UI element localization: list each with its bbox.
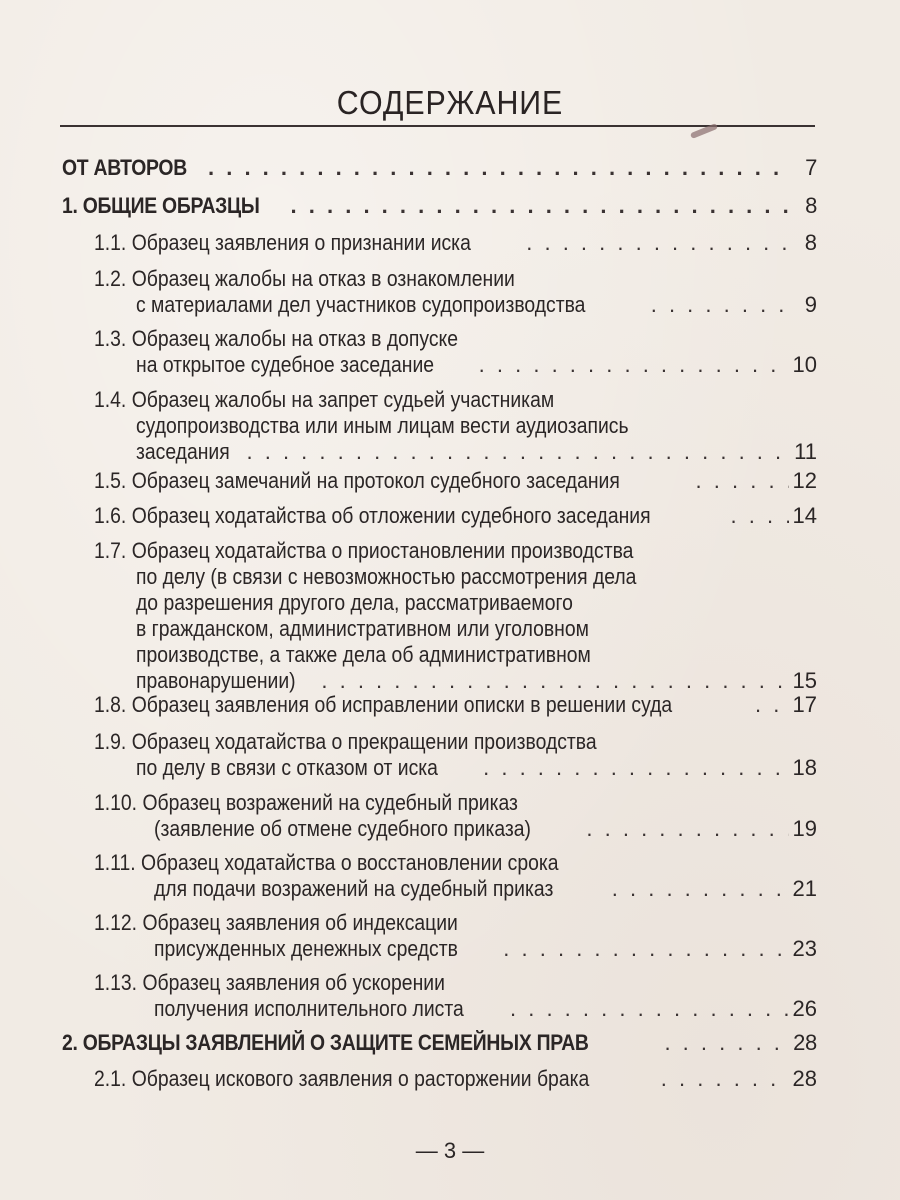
toc-entry-title-line: правонарушении) <box>136 668 296 693</box>
toc-entry-number: 1.12. <box>94 910 138 935</box>
toc-entry-1-3[interactable] <box>94 326 817 378</box>
toc-entry-number: 1.13. <box>94 970 138 995</box>
toc-entry-number: 1.9. <box>94 729 127 754</box>
toc-page-number: 10 <box>792 352 817 377</box>
toc-page-number: 12 <box>792 468 817 493</box>
toc-page-number: 11 <box>794 439 817 464</box>
title-divider <box>60 125 815 127</box>
toc-page-number: 26 <box>792 996 817 1021</box>
leader-dots <box>291 193 789 219</box>
leader-dots <box>321 668 788 694</box>
toc-entry-number: 1.2. <box>94 266 127 291</box>
toc-page-number: 8 <box>805 193 817 218</box>
toc-entry-title-line: по делу в связи с отказом от иска <box>136 755 438 780</box>
toc-entry-title-line: Образец жалобы на отказ в допуске <box>131 326 458 351</box>
toc-entry-title: Образец искового заявления о расторжении брака <box>131 1066 590 1091</box>
toc-entry-title: Образец заявления о признании иска <box>131 230 471 255</box>
leader-dots <box>651 292 789 318</box>
page-title: СОДЕРЖАНИЕ <box>336 84 564 121</box>
toc-page-number: 23 <box>792 936 817 961</box>
toc-entry-1-13[interactable] <box>94 970 817 1022</box>
toc-page-number: 18 <box>792 755 817 780</box>
toc-entry-title-line: получения исполнительного листа <box>154 996 464 1021</box>
toc-page-number: 28 <box>792 1066 817 1091</box>
toc-entry-title-line: до разрешения другого дела, рассматриваемого <box>136 590 573 615</box>
toc-entry-number: 1.7. <box>94 538 127 563</box>
toc-entry-from-authors[interactable] <box>62 155 817 181</box>
toc-entry-number: 1.6. <box>94 503 127 528</box>
leader-dots <box>731 503 789 529</box>
leader-dots <box>755 692 788 718</box>
toc-page-number: 21 <box>792 876 817 901</box>
toc-entry-section-1[interactable] <box>62 193 817 219</box>
toc-page-number: 28 <box>793 1030 817 1055</box>
leader-dots <box>612 876 789 902</box>
toc-page-number: 7 <box>805 155 817 180</box>
toc-entry-title-line: Образец ходатайства о восстановлении срока <box>141 850 559 875</box>
leader-dots <box>696 468 789 494</box>
toc-entry-title: Образец заявления об исправлении описки в решении суда <box>131 692 673 717</box>
toc-entry-title-line: с материалами дел участников судопроизводства <box>136 292 586 317</box>
toc-entry-title-line: Образец жалобы на отказ в ознакомлении <box>131 266 515 291</box>
toc-entry-1-8[interactable] <box>94 692 817 718</box>
toc-entry-1-6[interactable] <box>94 503 817 529</box>
toc-entry-title-line: по делу (в связи с невозможностью рассмотрения дела <box>136 564 637 589</box>
toc-entry-title-line: (заявление об отмене судебного приказа) <box>154 816 531 841</box>
toc-entry-title-line: Образец заявления об индексации <box>142 910 458 935</box>
page-number-footer: — 3 — <box>415 1138 485 1163</box>
toc-page-number: 8 <box>804 230 817 255</box>
toc-entry-title-line: Образец ходатайства о приостановлении производства <box>131 538 634 563</box>
toc-entry-title: 2. ОБРАЗЦЫ ЗАЯВЛЕНИЙ О ЗАЩИТЕ СЕМЕЙНЫХ ПРАВ <box>62 1030 589 1055</box>
toc-entry-number: 1.5. <box>94 468 127 493</box>
toc-entry-1-9[interactable] <box>94 729 817 781</box>
toc-page-number: 9 <box>804 292 817 317</box>
toc-entry-title-line: на открытое судебное заседание <box>136 352 435 377</box>
leader-dots <box>247 439 790 465</box>
toc-entry-number: 1.8. <box>94 692 127 717</box>
toc-page-number: 14 <box>792 503 817 528</box>
toc-page-number: 15 <box>792 668 817 693</box>
leader-dots <box>503 936 788 962</box>
toc-entry-title-line: присужденных денежных средств <box>154 936 458 961</box>
leader-dots <box>526 230 789 256</box>
toc-entry-title: ОТ АВТОРОВ <box>62 155 187 180</box>
toc-entry-1-2[interactable] <box>94 266 817 318</box>
toc-entry-number: 1.4. <box>94 387 127 412</box>
toc-entry-number: 1.1. <box>94 230 127 255</box>
toc-entry-title-line: Образец жалобы на запрет судьей участникам <box>131 387 555 412</box>
leader-dots <box>483 755 788 781</box>
toc-entry-title-line: заседания <box>136 439 230 464</box>
leader-dots <box>586 816 788 842</box>
toc-entry-title-line: производстве, а также дела об административном <box>136 642 591 667</box>
toc-entry-1-11[interactable] <box>94 850 817 902</box>
toc-entry-title-line: в гражданском, административном или уголовном <box>136 616 589 641</box>
toc-entry-title-line: судопроизводства или иным лицам вести аудиозапись <box>136 413 629 438</box>
toc-entry-1-12[interactable] <box>94 910 817 962</box>
toc-entry-title: Образец замечаний на протокол судебного заседания <box>131 468 620 493</box>
toc-entry-number: 1.11. <box>94 850 136 875</box>
toc-entry-number: 1.10. <box>94 790 138 815</box>
toc-entry-1-1[interactable] <box>94 230 817 256</box>
toc-entry-title-line: Образец ходатайства о прекращении производства <box>131 729 597 754</box>
leader-dots <box>208 155 789 181</box>
toc-entry-number: 2.1. <box>94 1066 127 1091</box>
toc-page-number: 17 <box>792 692 817 717</box>
toc-entry-1-4[interactable] <box>94 387 817 465</box>
leader-dots <box>661 1066 789 1092</box>
toc-entry-number: 1.3. <box>94 326 127 351</box>
toc-entry-title-line: для подачи возражений на судебный приказ <box>154 876 554 901</box>
leader-dots <box>479 352 789 378</box>
toc-entry-title-line: Образец возражений на судебный приказ <box>142 790 518 815</box>
toc-page-number: 19 <box>792 816 817 841</box>
toc-entry-title-line: Образец заявления об ускорении <box>142 970 445 995</box>
toc-entry-1-5[interactable] <box>94 468 817 494</box>
leader-dots <box>510 996 789 1022</box>
toc-entry-title: 1. ОБЩИЕ ОБРАЗЦЫ <box>62 193 260 218</box>
toc-entry-2-1[interactable] <box>94 1066 817 1092</box>
toc-entry-title: Образец ходатайства об отложении судебного заседания <box>131 503 651 528</box>
toc-entry-1-7[interactable] <box>94 538 817 694</box>
toc-entry-section-2[interactable] <box>62 1030 817 1056</box>
toc-entry-1-10[interactable] <box>94 790 817 842</box>
leader-dots <box>664 1030 789 1056</box>
